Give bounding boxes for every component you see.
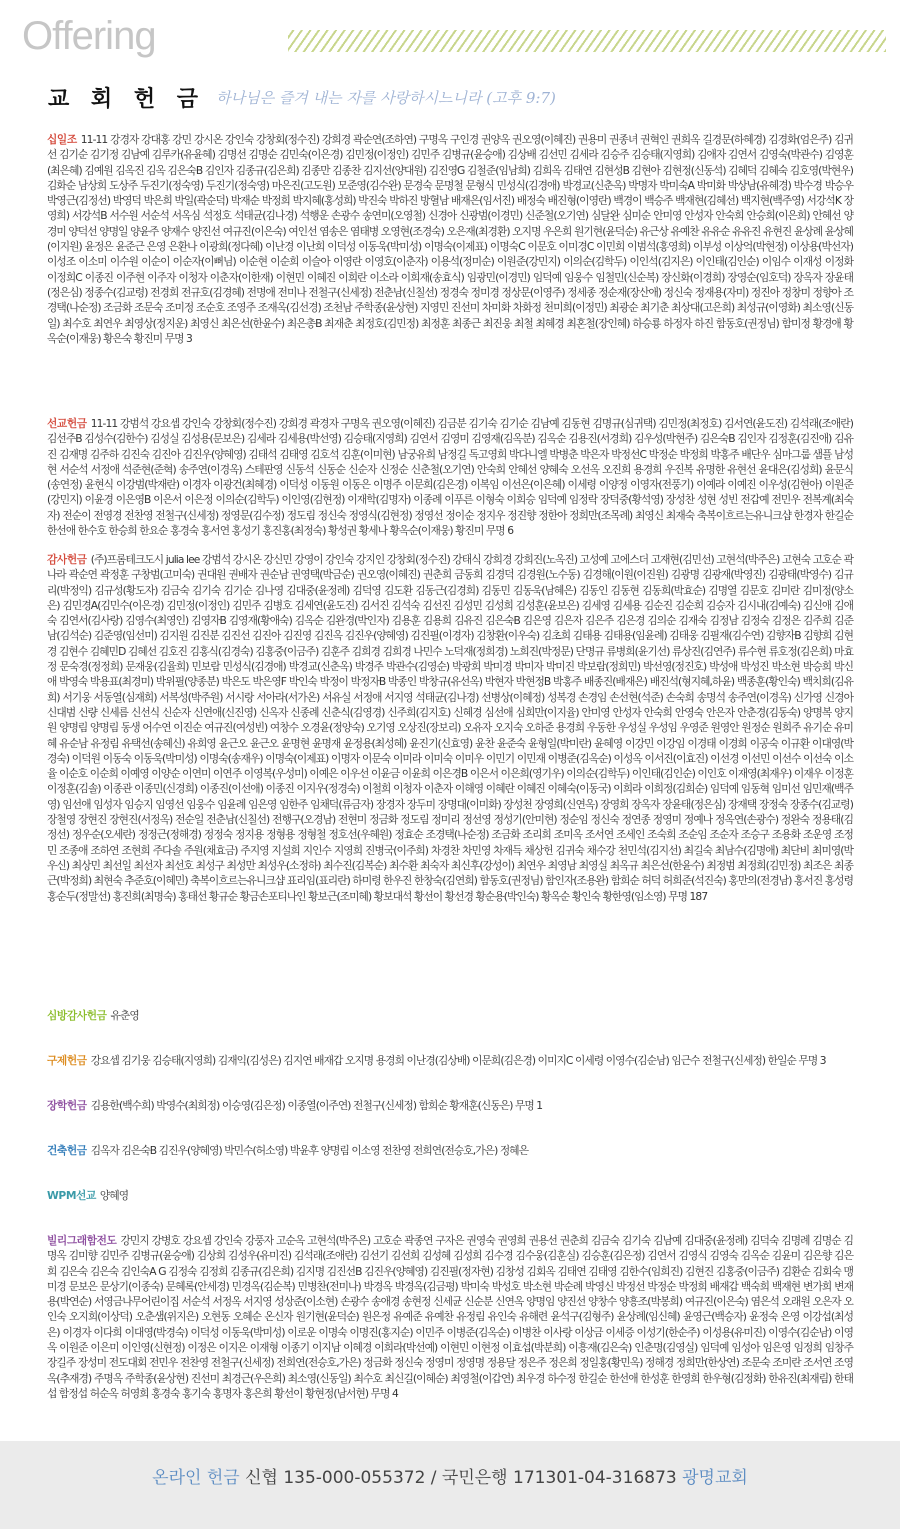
mission-label: 선교헌금: [47, 417, 87, 430]
billy-graham-section: [47, 1233, 853, 1401]
relief-section: [47, 1053, 853, 1068]
tithe-section: [47, 132, 853, 346]
decorative-stripe-bar: [288, 30, 886, 52]
section-heading: [48, 82, 556, 116]
building-section: [47, 1143, 853, 1158]
section-title: 교 회 헌 금: [48, 87, 205, 112]
mission-section: [47, 416, 853, 538]
bank-accounts: 신협 135-000-055372 / 국민은행 171301-04-316873: [245, 1468, 677, 1488]
page-header: [0, 0, 900, 72]
online-offering-footer: [0, 1441, 900, 1529]
tithe-names: 11-11 강경자 강대홍 강민 강시온 강인숙 강창회(정수진) 강희경 곽순연(조하연) 구명옥 구인경 권양옥 권오영(이혜진) 권용미 권종녀 권혁인 권희옥 길경문(하혜경) 김경화(엄은주) 김귀선 김기순 김기정 김남예 김루카(유윤혜) 김명선 김명순 김민숙(이은경) 김민정(이정인) 김민주 김병규(윤승애) 김상배 김선민 김세라 김승주 김승태(지영희) 김애자 김연서 김영숙(박관수) 김영훈(최은혜) 김예원 김옥진 김옥 김은숙B 김인자 김종규(김은희) 김종만 김종찬 김지선(양대원) 김진영G 김철준(임남희) 김희옥 김태연 김현성B 김현아 김현정(신동석) 김혜덕 김혜숙 김호영(박현우) 김화순 남상희 도상주 두진기(정숙영) 두진기(정숙영) 마은진(고도원) 모준영(김수완) 문경숙 문명철 문형식 민성식(김경애) 박경교(신춘옥) 박명자 박미숙A 박미화 박상남(유혜경) 박수경 박승우 박영근(김정선) 박영덕 박은희 박일(곽순덕) 박재순 박정희 박지혜(홍성희) 박진숙 박하진 방혈남 배재은(임서진) 배정숙 배진형(이영란) 백경이 백승주 백재현(김혜선) 백지현(백주영) 서강석K 장영희) 서강석B 서수원 서순석 서옥심 석정호 석태균(김나경) 석행운 손광수 송연미(오영철) 신경아 신광범(이경민) 신준철(오기연) 심달완 심미순 안미영 안성자 안숙희 안승희(이은희) 안혜선 양경미 양덕선 양명일 양윤주 양재수 양진선 여규진(이은숙) 여인선 염송은 염태병 오영현(조경숙) 오은재(최경환) 오지명 우은희 원기현(윤덕순) 유근상 유예찬 유유순 유유진 유현진 윤상례 윤상혜(이지원) 윤정은 윤준근 은영 은환나 이광희(정다혜) 이난경 이난희 이덕성 이동욱(박미성) 이명숙(이제표) 이명숙C 이문호 이미경C 이민희 이범석(홍영희) 이부성 이상억(박현정) 이상용(박선자) 이성조 이소미 이수원 이순이 이순자(이뻐님) 이순현 이순희 이슬아 이영란 이영호(이춘자) 이용석(정미순) 이원준(강민지) 이의순(김학두) 이인석(김지은) 이인태(김인순) 이임수 이재성 이정화 이정희C 이종진 이주현 이주자 이청자 이춘자(이한재) 이현민 이혜진 이희란 이소라 이희재(송효식) 임광민(이경민) 임덕예 임웅수 임철민(신순복) 장신화(이경희) 장영순(임호덕) 장옥자 장윤태(정은심) 정종수(김교령) 전경희 전규호(김경혜) 전명애 전미나 전철구(신세정) 전춘남(신칠선) 정경숙 정미경 정상문(이영주) 정세종 정순재(장산애) 정신숙 정재용(자미) 정진아 정창미 정향아 조경택(나순정) 조금화 조문숙 조미정 조순호 조영주 조재옥(김선경) 조천남 주학종(윤상현) 지영민 진선미 차미화 차화정 천미희(이정민) 최광순 최기춘 최상대(고은희) 최성규(이영화) 최소영(신동일) 최수호 최연우 최영상(정지운) 최영신 최은선(한윤수) 최은총B 최재춘 최정호(김민정) 최정훈 최종근 최진웅 최철 최혜경 최혼철(장인혜) 하승룡 하정자 하진 함동호(권정님) 함미정 황경애 황옥순(이재웅) 황은숙 황진미 무명 3: [47, 133, 853, 345]
thanksgiving-names: (주)프롬테크도시 julia lee 강범석 강시온 강신민 강영이 강인숙 강지인 강창회(정수진) 강태식 강희경 강희진(노옥진) 고성예 고에스더 고재현(김민선) 고현석(박주은) 고현숙 고호순 곽나라 곽순연 곽정훈 구창범(고미숙) 권대원 권배자 권순남 권영택(박금순) 권오영(이혜진) 권춘희 금동희 김경덕 김경원(노수동) 김경해(이원(이진원) 김광명 김광재(박영진) 김광태(박영수) 김규리(박정익) 김규성(황도자) 김금숙 김기숙 김기순 김나영 김대중(윤정례) 김덕영 김도환 김동근(김경희) 김동민 김동욱(남혜은) 김동인 김동현 김동희(박효순) 김명열 김문호 김미란 김미정(양소은) 김민경A(김민수(이은경) 김민정(이정인) 김민주 김병호 김세연(윤도진) 김서진 김석숙 김선진 김성민 김성희 김성훈(윤보은) 김세영 김세용 김순진 김순희 김승자 김시내(김예숙) 김신애 김애숙 김연서(김사랑) 김영수(최영인) 김영자B 김영재(황애숙) 김옥순 김완경(박인자) 김용훈 김용희 김유진 김은숙B 김은영 김은자 김은주 김은경 김의순 김재숙 김정남 김정숙 김정은 김주희 김준남(김석순) 김준영(임선미) 김지원 김진분 김진선 김진아 김진영 김진옥 김진우(양혜영) 김진필(이경자) 김창환(이우숙) 김초희 김태용 김태용(임윤례) 김태웅 김필재(김수연) 김향자B 김향희 김현경 김현수 김혜민D 김혜선 김호진 김홍식(김경숙) 김홍중(이금주) 김훈주 김희경 김희경 나민수 노덕재(정희경) 노희진(박정문) 단명규 류병희(윤기선) 류상진(김연주) 류수현 류호정(김은희) 마효정 문숙경(정정희) 문재웅(김율희) 민보람 민성식(김경애) 박경교(신춘옥) 박경주 박관수(김영순) 박광희 박미경 박미자 박미진 박보람(정희민) 박선영(정진호) 박성애 박성진 박소현 박승희 박신애 박영숙 박용표(최경미) 박위필(양종분) 박은도 박은영F 박인숙 박정이 박정자B 박종인 박창규(유선옥) 박현자 박현정B 박홍주 배종진(배재은) 배진석(형지혜,하윤) 백종훈(황인숙) 백치희(김유희) 서기웅 서동열(심재희) 서복성(박주원) 서시랑 서아라(서가온) 서유실 서정애 서지영 석태균(김나경) 선병상(이혜정) 성복경 손경임 손선현(석준) 손숙희 송명석 송주연(이경옥) 신가영 신경아 신대범 신량 신세름 신선식 신순자 신연애(신진영) 신옥자 신종례 신춘식(김영경) 신주희(김지호) 신혜경 심선애 심희만(이지율) 안미영 안성자 안숙희 안영숙 안은자 안춘경(김동숙) 양명복 양지원 양명림 양명림 동생 어수연 이진순 여규진(여성빈) 여창수 오경윤(정양숙) 오기영 오상진(장보리) 오유자 오지숙 오하준 용경희 우동한 우성실 우성임 우영준 원영안 원정순 원희주 유기순 유미혜 유순남 유정림 유택선(송혜신) 유희영 윤근오 윤근오 윤명현 윤명재 윤정용(최성혜) 윤진기(신효영) 윤찬 윤준숙 윤형일(박미란) 윤혜영 이강민 이강임 이경태 이경희 이공숙 이규환 이대영(박경숙) 이덕원 이동숙 이동욱(박미성) 이명숙(송재우) 이명숙(이제표) 이명자 이문숙 이미라 이미숙 이미우 이민기 이민재 이병준(김옥순) 이성옥 이서진(이효진) 이선경 이선민 이선수 이선숙 이소율 이순호 이순희 이예영 이양순 이연미 이연주 이영복(우성미) 이예은 이우선 이윤금 이윤희 이은경B 이은서 이은희(영기우) 이의순(김학두) 이인태(김인순) 이인호 이재영(최재우) 이재우 이정훈 이정훈(김솔) 이종관 이종민(신경희) 이종진(이선애) 이종진 이지우(정경숙) 이철희 이청자 이춘자 이해영 이혜란 이혜진 이혜숙(이동국) 이희라 이희정(김희순) 임덕예 임동혁 임미선 임민재(백주영) 임선애 임성자 임승지 임영선 임웅수 임윤례 임은영 임한주 임채덕(류금자) 장경자 장두미 장명대(이미화) 장성천 장영희(신연옥) 장영희 장옥자 장윤태(정은심) 장재택 장정숙 장종수(김교령) 장철영 장현진 장현진(서정옥) 전순일 전춘남(신칠선) 전행구(오경남) 전현미 정금화 정도림 정미리 정선영 정성기(안미현) 정순임 정신숙 정연종 정영미 정예나 정옥연(손광수) 정완숙 정용태(김정선) 정우순(오세란) 정정근(정해경) 정정숙 정지용 정형용 정형철 정호선(우혜원) 정효순 조경택(나순정) 조금화 조리희 조미옥 조서연 조세인 조숙희 조순임 조순자 조승구 조용화 조운영 조정민 조종애 조하연 조현희 주다솔 주원(채효금) 주지영 지설희 지인수 지영희 진병국(이주희) 차경찬 차민영 차재득 채상헌 김귀숙 채수강 천민석(김지선) 최길숙 최남수(김명애) 최단비 최미영(박우신) 최상민 최선일 최선자 최선호 최성구 최성만 최성우(소정하) 최수진(김복순) 최수환 최숙자 최신후(강성이) 최연우 최영남 최영실 최옥규 최은선(한윤수) 최정범 최정희(김민정) 최조은 최종근(박정희) 최현숙 추준호(이혜민) 축복이흐르는유니크샵 표리임(표리란) 하미령 한우진 한창숙(김연희) 함동호(권정님) 함인자(조용완) 함희순 허덕 허희준(석진숙) 홍만의(전경남) 홍서진 홍성령 홍순두(정말선) 홍진희(최명숙) 홍태선 황규순 황금손포티나인 황보근(조미혜) 황보대석 황선이 황선경 황순용(박인숙) 황옥순 황인숙 황한영(임소영) 무명 187: [47, 553, 854, 903]
tithe-label: 십일조: [47, 133, 77, 146]
building-names: 김옥자 김은숙B 김진우(양혜영) 박민수(허소영) 박윤후 양명림 이소영 전찬영 전희연(전승호,가은) 정혜은: [90, 1144, 529, 1157]
visitation-names: 유춘영: [110, 1009, 139, 1022]
building-label: 건축헌금: [47, 1144, 87, 1157]
bible-verse: 하나님은 즐겨 내는 자를 사랑하시느니라 (고후 9:7): [216, 89, 556, 107]
wpm-names: 양혜영: [99, 1189, 129, 1202]
wpm-label: WPM선교: [47, 1189, 96, 1202]
billy-graham-names: 강민지 강병호 강요셉 강인숙 강풍자 고순옥 고현석(박주은) 고호순 곽종연 구자은 권영숙 권영희 권용선 권춘희 김금숙 김기숙 김남예 김대중(윤정례) 김덕숙 김명례 김명순 김명옥 김미향 김민주 김병규(윤승애) 김상희 김성우(유미진) 김석래(조애란) 김선기 김선희 김성혜 김성희 김수경 김수웅(김훈실) 김승훈(김은정) 김연서 김영식 김영숙 김옥순 김윤미 김은향 김은희 김은숙 김은숙 김인숙A G 김정숙 김정희 김종규(김은희) 김지명 김진선B 김진우(양혜영) 김진필(정자현) 김창성 김회옥 김태연 김태영 김한수(임희진) 김현진 김홍중(이금주) 김환순 김회숙 맹미경 문보은 문상기(이종숙) 문혜록(안세경) 민경옥(김순복) 민병찬(전미나) 박경옥 박경옥(김금평) 박미숙 박성호 박소현 박순례 박영신 박정선 박정순 박정희 배재갑 백숙희 백재현 변가희 변재용(박연순) 서영금나무어린이집 서순석 서정옥 서지영 성상준(이소현) 손광수 송애경 송현정 신세균 신순분 신연옥 양명임 양진선 양창수 양흥조(박봉희) 여규진(이은숙) 염은석 오래원 오은자 오인숙 오지희(이상덕) 오춘샘(위지은) 오현동 오혜순 온신자 원기현(윤덕순) 원은정 유예준 유예찬 유정림 유인숙 유해련 윤석구(김형주) 윤상례(임신혜) 윤영근(백승자) 윤정숙 은영 이강섭(최성은) 이경자 이다희 이대영(박경숙) 이덕성 이동욱(박미성) 이로운 이명숙 이명진(홍지순) 이민주 이병준(김옥순) 이병찬 이사랑 이상금 이세증 이성기(한순주) 이성용(유미진) 이영수(김순남) 이영옥 이원준 이은미 이인영(신현정) 이정은 이지은 이재형 이종기 이지남 이혜경 이희라(박선예) 이현민 이현정 이효섭(박분희) 이흥재(김은숙) 인춘명(김영실) 임덕예 임성아 임은영 임정희 임창주 장길주 장성미 전도대회 전민우 전찬영 전철구(신세정) 전희연(전승호,가은) 정금화 정신숙 정영미 정영명 정용달 정은주 정은희 정일홍(황민옥) 정해경 정희만(한상연) 조문숙 조미란 조서연 조영옥(추재경) 주명옥 주학종(윤상현) 진선미 최경근(우은희) 최소영(신동일) 최수호 최신길(이혜순) 최영철(이갑연) 최우경 하수정 한길순 한선애 한성훈 한영희 한우형(김정화) 한유진(최재림) 한태섭 함정섭 허순옥 허영희 홍경숙 홍기숙 홍명자 홍은희 황선이 황현정(남서현) 무명 4: [47, 1234, 853, 1400]
scholarship-section: [47, 1098, 853, 1113]
mission-names: 11-11 강범석 강요셉 강인숙 강창회(정수진) 강희경 곽경자 구명옥 권오영(이혜진) 김금분 김기숙 김기순 김남예 김동현 김명규(심귀택) 김민정(최정호) 김서연(윤도진) 김석래(조애란) 김선주B 김성수(김한수) 김성실 김성용(문보은) 김세라 김세용(박선영) 김승태(지영희) 김연서 김영미 김영재(김옥분) 김옥순 김용진(서경희) 김우성(박현주) 김은숙B 김인자 김정훈(김진애) 김유진 김재명 김주하 김진숙 김진아 김진우(양혜영) 김태석 김태영 김호석 김훈(이미현) 남궁유희 남정길 독고영희 박다니엘 박병춘 박은자 박정선C 박정순 박정희 박홍주 배단우 심마그룹 샘플 남성현 서순석 서정애 석준현(준혁) 송주연(이경옥) 스테판영 신동석 신동순 신순자 신정순 신춘철(오기연) 안숙희 안혜선 양혜숙 오선옥 오진희 용경희 우진복 유명한 유현선 윤대은(김성희) 윤문식(송연정) 윤현식 이강범(박재란) 이경자 이광건(최혜경) 이덕성 이동원 이동은 이명주 이문희(김은경) 이복임 이선은(이은혜) 이세령 이양정 이영자(전풍기) 이예라 이예진 이우성(김현아) 이원준(강민지) 이윤경 이은영B 이은서 이은정 이의순(김학두) 이인영(김현정) 이재학(김명자) 이종례 이푸른 이형숙 이희승 임덕예 임정락 장덕중(황석영) 장성찬 성현 성빈 전갑예 전민우 전복계(최숙자) 전순이 전영경 전찬영 전철구(신세정) 정영문(김수정) 정도림 정신숙 정영식(김현정) 정영선 정이순 정지우 정진향 정한아 정희만(조목례) 최영신 최재숙 축복이흐르는유니크샵 한경자 한길순 한선애 한수호 한승희 한요순 홍경숙 홍서연 홍성기 홍진홍(최정숙) 황성권 황세나 황옥순(이재웅) 황진미 무명 6: [47, 417, 853, 538]
page-title: Offering: [22, 14, 156, 58]
thanksgiving-label: 감사헌금: [47, 553, 87, 566]
bank-info-line: [0, 1463, 900, 1488]
wpm-section: [47, 1188, 853, 1203]
relief-names: 강요셉 김기웅 김승태(지영희) 김재익(김성은) 김지연 배재갑 오지명 용경희 이난경(김상배) 이문희(김은경) 이미지C 이세령 이영수(김순남) 임근수 전철구(신세정) 한일순 무명 3: [90, 1054, 826, 1067]
online-offering-label: 온라인 헌금: [152, 1468, 240, 1488]
thanksgiving-section: [47, 552, 853, 904]
relief-label: 구제헌금: [47, 1054, 87, 1067]
church-name: 광명교회: [682, 1468, 748, 1488]
billy-graham-label: 빌리그래함전도: [47, 1234, 117, 1247]
scholarship-label: 장학헌금: [47, 1099, 87, 1112]
visitation-label: 심방감사헌금: [47, 1009, 107, 1022]
scholarship-names: 김용한(백수희) 박영수(최희정) 이승영(김은정) 이종열(이주연) 전철구(신세정) 함희순 황재훈(신동은) 무명 1: [90, 1099, 543, 1112]
visitation-section: [47, 1008, 853, 1023]
